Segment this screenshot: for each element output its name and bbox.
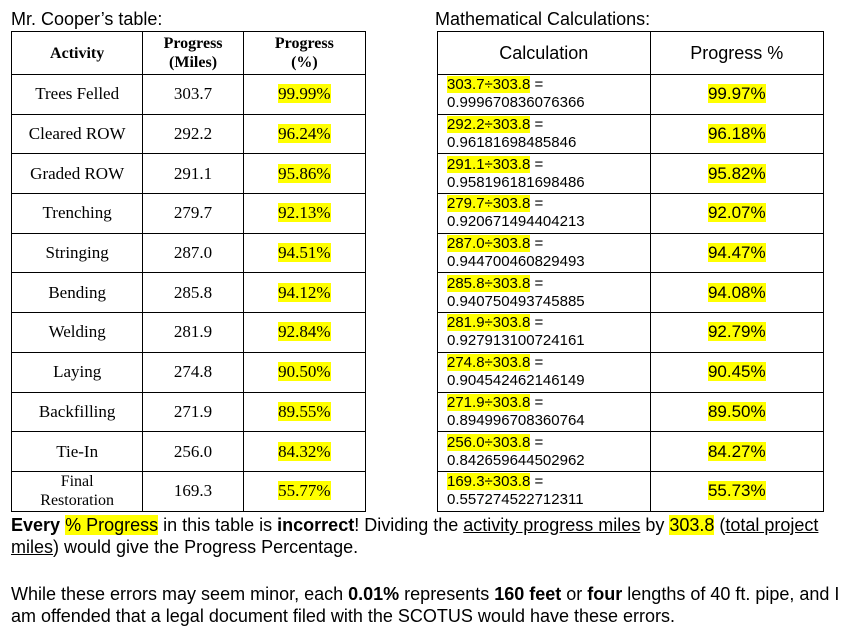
activity-cell: Cleared ROW xyxy=(12,114,143,154)
note-text: in this table is xyxy=(158,515,278,535)
cooper-table-title: Mr. Cooper’s table: xyxy=(11,9,163,29)
pct-value: 99.99% xyxy=(278,84,331,104)
division-result: 0.999670836076366 xyxy=(447,94,585,112)
note-text: or xyxy=(561,584,588,604)
pct-cell xyxy=(243,313,365,353)
division-expression: 169.3÷303.8 xyxy=(447,473,531,491)
pct-cell xyxy=(650,352,823,392)
note-text: ( xyxy=(714,515,726,535)
table-row xyxy=(438,194,824,234)
calculations-table xyxy=(437,31,824,512)
miles-cell: 169.3 xyxy=(143,471,243,511)
header-row xyxy=(12,32,366,75)
activity-cell: Laying xyxy=(12,352,143,392)
table-row xyxy=(12,273,366,313)
pct-cell xyxy=(243,194,365,234)
table-row xyxy=(438,154,824,194)
note-bold: four xyxy=(587,584,623,604)
division-result: 0.944700460829493 xyxy=(447,253,585,271)
header-pct-line2: (%) xyxy=(291,54,318,71)
miles-cell: 285.8 xyxy=(143,273,243,313)
division-result: 0.920671494404213 xyxy=(447,213,585,231)
division-expression: 271.9÷303.8 xyxy=(447,393,531,411)
note-text: lengths of 40 ft. pipe, and I am offended that a legal document filed with the SCOTUS would have these errors. xyxy=(11,584,840,626)
pct-cell xyxy=(650,313,823,353)
miles-cell: 271.9 xyxy=(143,392,243,432)
pct-cell xyxy=(243,154,365,194)
pct-cell xyxy=(650,432,823,472)
activity-cell: Trees Felled xyxy=(12,75,143,115)
pct-value: 89.55% xyxy=(278,401,331,421)
note-text: by xyxy=(640,515,670,535)
pct-value: 90.45% xyxy=(707,362,766,382)
header-progress-pct: Progress % xyxy=(650,32,823,75)
header-activity: Activity xyxy=(12,32,143,75)
note-text: ! Dividing the xyxy=(354,515,464,535)
miles-cell: 287.0 xyxy=(143,233,243,273)
equals-sign: = xyxy=(530,155,544,173)
miles-cell: 274.8 xyxy=(143,352,243,392)
pct-value: 92.84% xyxy=(278,322,331,342)
note-bold: 0.01% xyxy=(348,584,400,604)
pct-value: 89.50% xyxy=(707,401,766,421)
table-row xyxy=(12,154,366,194)
pct-cell xyxy=(650,154,823,194)
equals-sign: = xyxy=(530,195,544,213)
division-result: 0.557274522712311 xyxy=(447,491,584,509)
calculation-cell xyxy=(438,233,651,273)
division-result: 0.842659644502962 xyxy=(447,451,585,469)
pct-cell xyxy=(243,352,365,392)
pct-value: 84.32% xyxy=(278,441,331,461)
pct-cell xyxy=(650,392,823,432)
table-row xyxy=(438,273,824,313)
miles-cell: 292.2 xyxy=(143,114,243,154)
calculation-cell xyxy=(438,432,651,472)
division-result: 0.958196181698486 xyxy=(447,173,585,191)
calculation-cell xyxy=(438,194,651,234)
table-row xyxy=(12,194,366,234)
division-expression: 287.0÷303.8 xyxy=(447,235,531,253)
header-miles-line2: (Miles) xyxy=(169,54,218,71)
header-miles-line1: Progress xyxy=(163,35,223,52)
division-expression: 279.7÷303.8 xyxy=(447,195,531,213)
miles-cell: 303.7 xyxy=(143,75,243,115)
pct-cell xyxy=(650,471,823,511)
pct-cell xyxy=(243,114,365,154)
errors-note xyxy=(11,583,841,627)
activity-cell: Tie-In xyxy=(12,432,143,472)
table-row xyxy=(438,352,824,392)
note-pct-progress: % Progress xyxy=(65,515,159,535)
division-expression: 303.7÷303.8 xyxy=(447,76,531,94)
pct-value: 94.51% xyxy=(278,243,331,263)
division-expression: 274.8÷303.8 xyxy=(447,354,531,372)
incorrect-note xyxy=(11,514,841,558)
pct-value: 99.97% xyxy=(707,84,766,104)
activity-cell: Backfilling xyxy=(12,392,143,432)
table-row xyxy=(438,114,824,154)
pct-value: 94.47% xyxy=(707,243,766,263)
table-row xyxy=(438,392,824,432)
pct-value: 96.24% xyxy=(278,124,331,144)
table-row xyxy=(438,233,824,273)
table-row xyxy=(438,313,824,353)
miles-cell: 291.1 xyxy=(143,154,243,194)
table-row xyxy=(438,432,824,472)
note-text: While these errors may seem minor, each xyxy=(11,584,349,604)
activity-cell: Bending xyxy=(12,273,143,313)
header-calculation: Calculation xyxy=(438,32,651,75)
miles-cell: 281.9 xyxy=(143,313,243,353)
pct-cell xyxy=(243,471,365,511)
division-result: 0.927913100724161 xyxy=(447,332,585,350)
table-row xyxy=(12,233,366,273)
division-expression: 281.9÷303.8 xyxy=(447,314,531,332)
note-text: represents xyxy=(399,584,495,604)
header-progress-miles xyxy=(143,32,243,75)
table-row xyxy=(438,471,824,511)
pct-cell xyxy=(650,273,823,313)
pct-cell xyxy=(243,392,365,432)
table-row xyxy=(12,114,366,154)
table-row xyxy=(12,392,366,432)
equals-sign: = xyxy=(530,433,544,451)
division-expression: 256.0÷303.8 xyxy=(447,433,531,451)
calculation-cell xyxy=(438,471,651,511)
pct-value: 92.13% xyxy=(278,203,331,223)
pct-value: 55.73% xyxy=(707,481,766,501)
equals-sign: = xyxy=(530,274,544,292)
table-row xyxy=(12,432,366,472)
table-row xyxy=(438,75,824,115)
table-row xyxy=(12,313,366,353)
pct-cell xyxy=(243,75,365,115)
equals-sign: = xyxy=(530,116,544,134)
activity-cell: Trenching xyxy=(12,194,143,234)
division-result: 0.894996708360764 xyxy=(447,411,585,429)
table-row xyxy=(12,471,366,511)
table-row xyxy=(12,352,366,392)
calculation-cell xyxy=(438,75,651,115)
activity-cell: Graded ROW xyxy=(12,154,143,194)
calculation-cell xyxy=(438,114,651,154)
note-total-value: 303.8 xyxy=(669,515,715,535)
pct-value: 92.79% xyxy=(707,322,766,342)
division-result: 0.940750493745885 xyxy=(447,292,585,310)
equals-sign: = xyxy=(530,393,544,411)
pct-value: 95.82% xyxy=(707,163,766,183)
calculations-title: Mathematical Calculations: xyxy=(435,9,651,29)
equals-sign: = xyxy=(530,76,544,94)
pct-value: 94.12% xyxy=(278,282,331,302)
calculation-cell xyxy=(438,313,651,353)
header-row xyxy=(438,32,824,75)
calculation-cell xyxy=(438,392,651,432)
note-every: Every xyxy=(11,515,61,535)
note-total-label: total project miles xyxy=(11,515,819,557)
pct-value: 96.18% xyxy=(707,124,766,144)
equals-sign: = xyxy=(530,354,544,372)
pct-value: 94.08% xyxy=(707,282,766,302)
miles-cell: 279.7 xyxy=(143,194,243,234)
pct-cell xyxy=(650,114,823,154)
pct-value: 92.07% xyxy=(707,203,766,223)
miles-cell: 256.0 xyxy=(143,432,243,472)
activity-cell: Welding xyxy=(12,313,143,353)
pct-value: 84.27% xyxy=(707,441,766,461)
pct-cell xyxy=(650,233,823,273)
header-pct-line1: Progress xyxy=(274,35,334,52)
activity-line2: Restoration xyxy=(40,492,115,510)
header-progress-pct xyxy=(243,32,365,75)
activity-cell xyxy=(12,471,143,511)
note-bold: 160 feet xyxy=(494,584,562,604)
division-result: 0.904542462146149 xyxy=(447,372,585,390)
note-text: ) would give the Progress Percentage. xyxy=(53,537,359,557)
pct-cell xyxy=(650,194,823,234)
activity-cell: Stringing xyxy=(12,233,143,273)
equals-sign: = xyxy=(530,473,544,491)
note-incorrect: incorrect xyxy=(277,515,355,535)
equals-sign: = xyxy=(530,235,544,253)
division-expression: 285.8÷303.8 xyxy=(447,274,531,292)
division-expression: 292.2÷303.8 xyxy=(447,116,531,134)
cooper-progress-table xyxy=(11,31,366,512)
calculation-cell xyxy=(438,154,651,194)
pct-cell xyxy=(650,75,823,115)
division-result: 0.96181698485846 xyxy=(447,134,577,152)
pct-cell xyxy=(243,233,365,273)
pct-value: 95.86% xyxy=(278,163,331,183)
calculation-cell xyxy=(438,273,651,313)
activity-line1: Final xyxy=(60,473,94,491)
table-row xyxy=(12,75,366,115)
pct-value: 55.77% xyxy=(278,481,331,501)
calculation-cell xyxy=(438,352,651,392)
equals-sign: = xyxy=(530,314,544,332)
note-activity-miles: activity progress miles xyxy=(463,515,641,535)
pct-cell xyxy=(243,432,365,472)
division-expression: 291.1÷303.8 xyxy=(447,155,531,173)
pct-value: 90.50% xyxy=(278,362,331,382)
pct-cell xyxy=(243,273,365,313)
